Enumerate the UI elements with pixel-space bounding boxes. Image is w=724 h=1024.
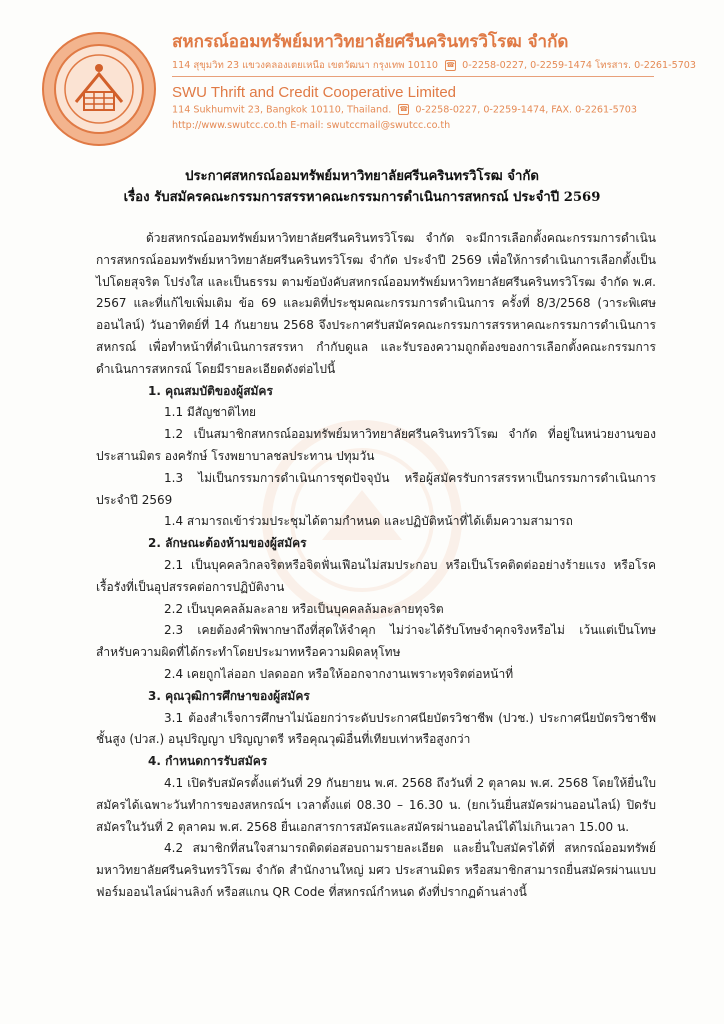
address-english-line <box>172 104 637 116</box>
address-thai-line <box>172 58 696 73</box>
phone-icon: ☎ <box>446 60 455 69</box>
section-item: 2.3 เคยต้องคำพิพากษาถึงที่สุดให้จำคุก ไม่ว่าจะได้รับโทษจำคุกจริงหรือไม่ เว้นแต่เป็นโทษสำหรับความผิดที่ได้กระทำโดยประมาทหรือความผิดลหุโทษ <box>96 623 656 660</box>
section-item: 1.1 มีสัญชาติไทย <box>164 405 257 420</box>
org-name-english: SWU Thrift and Credit Cooperative Limited <box>172 84 457 101</box>
website-email: http://www.swutcc.co.th E-mail: swutccmail@swutcc.co.th <box>172 120 451 131</box>
phone-english: 0-2258-0227, 0-2259-1474, FAX. 0-2261-5703 <box>415 104 638 116</box>
phone-thai: 0-2258-0227, 0-2259-1474 โทรสาร. 0-2261-5703 <box>462 60 697 71</box>
section-heading: 2. ลักษณะต้องห้ามของผู้สมัคร <box>148 536 307 551</box>
section-heading: 4. กำหนดการรับสมัคร <box>148 754 268 769</box>
section-item: 2.4 เคยถูกไล่ออก ปลดออก หรือให้ออกจากงานเพราะทุจริตต่อหน้าที่ <box>164 666 514 681</box>
address-english: 114 Sukhumvit 23, Bangkok 10110, Thailand. <box>172 104 392 116</box>
section-item: 2.1 เป็นบุคคลวิกลจริตหรือจิตฟั่นเฟือนไม่สมประกอบ หรือเป็นโรคติดต่ออย่างร้ายแรง หรือโรคเรื้อรังที่เป็นอุปสรรคต่อการปฏิบัติงาน <box>96 557 656 594</box>
phone-icon: ☎ <box>399 105 409 113</box>
section-item: 1.4 สามารถเข้าร่วมประชุมได้ตามกำหนด และปฏิบัติหน้าที่ได้เต็มความสามารถ <box>164 514 573 529</box>
announcement-body <box>96 228 656 904</box>
announcement-subject: เรื่อง รับสมัครคณะกรรมการสรรหาคณะกรรมการดำเนินการสหกรณ์ ประจำปี 2569 <box>123 190 601 205</box>
section-item: 1.2 เป็นสมาชิกสหกรณ์ออมทรัพย์มหาวิทยาลัยศรีนครินทรวิโรฒ จำกัด ที่อยู่ในหน่วยงานของประสานมิตร องครักษ์ โรงพยาบาลชลประทาน ปทุมวัน <box>96 427 656 463</box>
intro-paragraph: ด้วยสหกรณ์ออมทรัพย์มหาวิทยาลัยศรีนครินทรวิโรฒ จำกัด จะมีการเลือกตั้งคณะกรรมการดำเนินการสหกรณ์ออมทรัพย์มหาวิทยาลัยศรีนครินทรวิโรฒ จำกัด ประจำปี 2569 เพื่อให้การดำเนินการเลือกตั้งเป็นไปโดยสุจริต โปร่งใส และเป็นธรรม ตามข้อบังคับสหกรณ์ออมทรัพย์มหาวิทยาลัยศรีนครินทรวิโรฒ จำกัด พ.ศ. 2567 และที่แก้ไขเพิ่มเติม ข้อ 69 และมติที่ประชุมคณะกรรมการดำเนินการ ครั้งที่ 8/3/2568 (วาระพิเศษ ออนไลน์) วันอาทิตย์ที่ 14 กันยายน 2568 จึงประกาศรับสมัครคณะกรรมการสรรหาคณะกรรมการดำเนินการสหกรณ์ เพื่อทำหน้าที่ดำเนินการสรรหา กำกับดูแล และรับรองความถูกต้องของการเลือกตั้งคณะกรรมการดำเนินการสหกรณ์ โดยมีรายละเอียดดังต่อไปนี้ <box>96 231 656 376</box>
section-heading: 1. คุณสมบัติของผู้สมัคร <box>148 383 273 398</box>
section-item: 4.1 เปิดรับสมัครตั้งแต่วันที่ 29 กันยายน พ.ศ. 2568 ถึงวันที่ 2 ตุลาคม พ.ศ. 2568 โดยให้ยื่นใบสมัครได้เฉพาะวันทำการของสหกรณ์ฯ เวลาตั้งแต่ 08.30 – 16.30 น. (ยกเว้นยื่นสมัครผ่านออนไลน์) ปิดรับสมัครในวันที่ 2 ตุลาคม พ.ศ. 2568 ยื่นเอกสารการสมัครและสมัครผ่านออนไลน์ได้ไม่เกินเวลา 15.00 น. <box>96 775 656 834</box>
org-name-thai: สหกรณ์ออมทรัพย์มหาวิทยาลัยศรีนครินทรวิโรฒ จำกัด <box>172 32 569 52</box>
section-item: 2.2 เป็นบุคคลล้มละลาย หรือเป็นบุคคลล้มละลายทุจริต <box>164 601 444 616</box>
cooperative-logo-icon <box>40 30 158 148</box>
section-heading: 3. คุณวุฒิการศึกษาของผู้สมัคร <box>148 688 310 703</box>
section-item: 3.1 ต้องสำเร็จการศึกษาไม่น้อยกว่าระดับประกาศนียบัตรวิชาชีพ (ปวช.) ประกาศนียบัตรวิชาชีพชั้นสูง (ปวส.) อนุปริญญา ปริญญาตรี หรือคุณวุฒิอื่นที่เทียบเท่าหรือสูงกว่า <box>96 710 656 747</box>
section-item: 1.3 ไม่เป็นกรรมการดำเนินการชุดปัจจุบัน หรือผู้สมัครรับการสรรหาเป็นกรรมการดำเนินการประจำปี 2569 <box>96 470 656 507</box>
address-thai: 114 สุขุมวิท 23 แขวงคลองเตยเหนือ เขตวัฒนา กรุงเทพ 10110 <box>172 60 439 71</box>
section-item: 4.2 สมาชิกที่สนใจสามารถติดต่อสอบถามรายละเอียด และยื่นใบสมัครได้ที่ สหกรณ์ออมทรัพย์มหาวิทยาลัยศรีนครินทรวิโรฒ จำกัด สำนักงานใหญ่ มศว ประสานมิตร หรือสมาชิกสามารถยื่นสมัครผ่านแบบฟอร์มออนไลน์ผ่านลิงก์ หรือสแกน QR Code ที่สหกรณ์กำหนด ดังที่ปรากฏด้านล่างนี้ <box>96 841 656 899</box>
announcement-title: ประกาศสหกรณ์ออมทรัพย์มหาวิทยาลัยศรีนครินทรวิโรฒ จำกัด <box>185 169 539 184</box>
header-divider <box>172 76 654 77</box>
